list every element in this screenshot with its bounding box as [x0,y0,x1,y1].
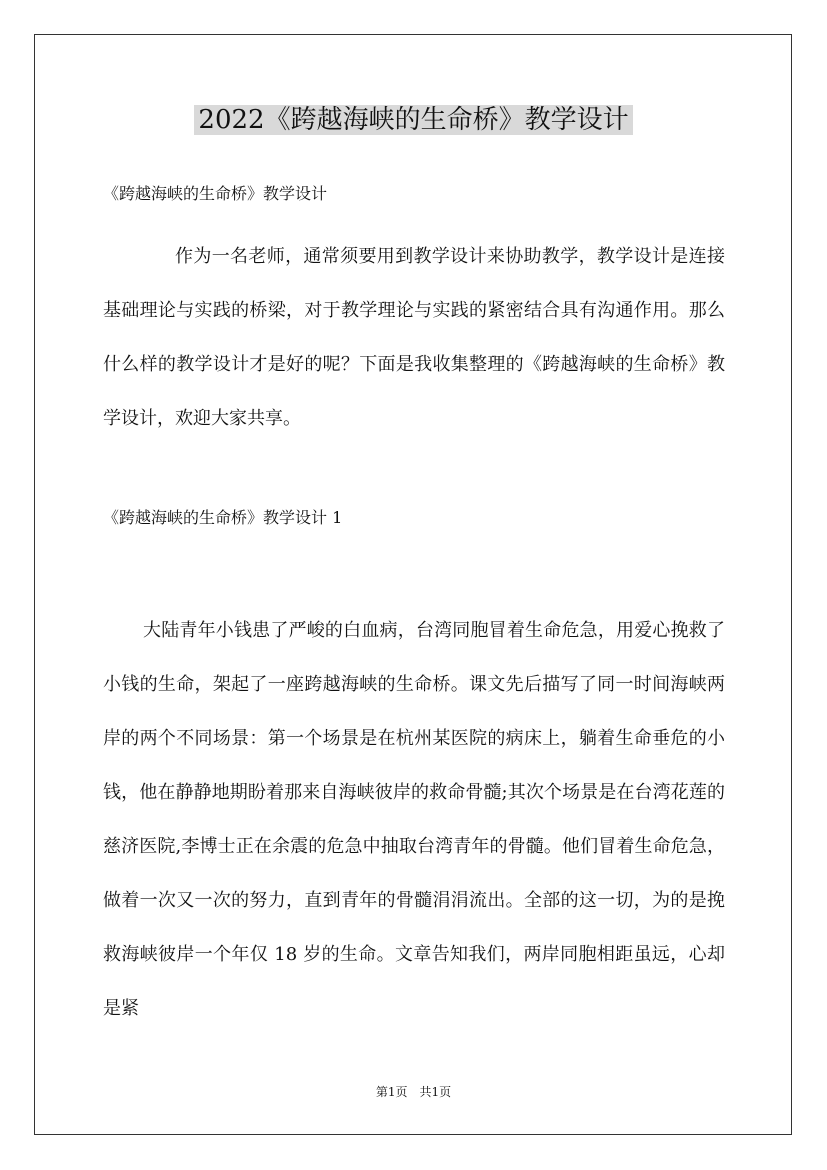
section-heading: 《跨越海峡的生命桥》教学设计 1 [103,508,343,527]
body-paragraph: 大陆青年小钱患了严峻的白血病，台湾同胞冒着生命危急，用爱心挽救了小钱的生命，架起了一座跨越海峡的生命桥。课文先后描写了同一时间海峡两岸的两个不同场景：第一个场景是在杭州某医院的病床上，躺着生命垂危的小钱，他在静静地期盼着那来自海峡彼岸的救命骨髓;其次个场景是在台湾花莲的慈济医院,李博士正在余震的危急中抽取台湾青年的骨髓。他们冒着生命危急，做着一次又一次的努力，直到青年的骨髓涓涓流出。全部的这一切，为的是挽救海峡彼岸一个年仅 18 岁的生命。文章告知我们，两岸同胞相距虽远，心却是紧 [103,620,725,1019]
document-title [0,100,827,140]
intro-paragraph: 作为一名老师，通常须要用到教学设计来协助教学，教学设计是连接基础理论与实践的桥梁，对于教学理论与实践的紧密结合具有沟通作用。那么什么样的教学设计才是好的呢？下面是我收集整理的《跨越海峡的生命桥》教学设计，欢迎大家共享。 [103,246,725,429]
page-number-footer: 第1页 共1页 [375,1085,452,1099]
document-title-text: 2022《跨越海峡的生命桥》教学设计 [194,105,632,135]
document-subtitle: 《跨越海峡的生命桥》教学设计 [103,184,328,203]
